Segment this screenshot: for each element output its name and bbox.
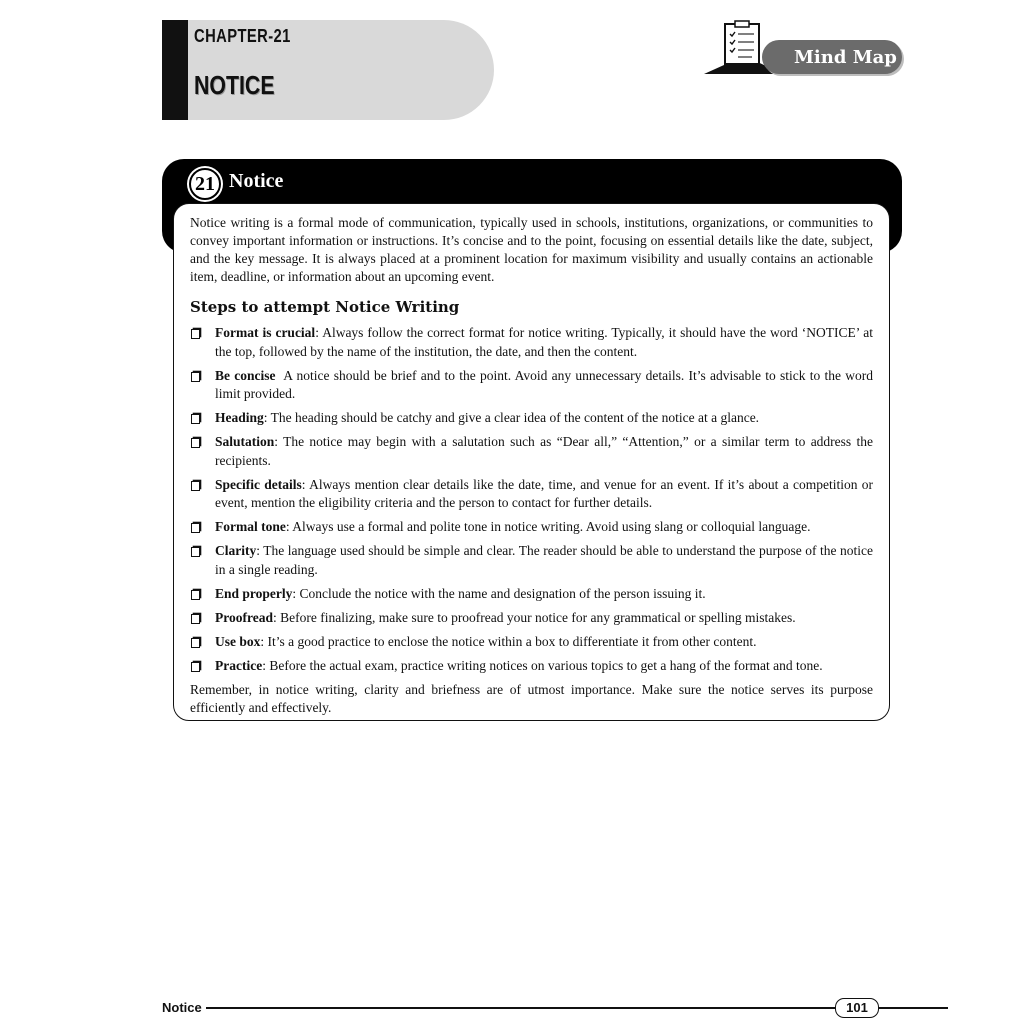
- step-text: : Always mention clear details like the date, time, and venue for an event. If it’s about a competition or event, mention the eligibility criteria and the person to contact for further details.: [215, 476, 873, 510]
- step-term: Use box: [215, 633, 261, 649]
- checkbox-bullet-icon: [191, 523, 200, 533]
- step-text: : Before finalizing, make sure to proofread your notice for any grammatical or spelling mistakes.: [273, 609, 796, 625]
- intro-paragraph: Notice writing is a formal mode of communication, typically used in schools, institutions, organizations, or communities to convey important information or instructions. It’s concise and to the point, focusing on essential details like the date, subject, and the key message. It is always placed at a prominent location for maximum visibility and usually contains an actionable item, deadline, or information about an upcoming event.: [190, 215, 873, 284]
- content-box: [173, 203, 890, 721]
- list-item: [190, 633, 873, 652]
- mind-map-badge: [704, 20, 904, 78]
- steps-heading: Steps to attempt Notice Writing: [190, 298, 460, 316]
- chapter-number: CHAPTER-21: [194, 26, 291, 46]
- step-term: Formal tone: [215, 519, 286, 534]
- step-term: Heading: [215, 410, 264, 425]
- steps-list: [190, 324, 877, 675]
- step-term: Clarity: [215, 543, 257, 558]
- step-text: : Before the actual exam, practice writing notices on various topics to get a hang of the format and tone.: [262, 657, 823, 673]
- mind-map-label: Mind Map: [794, 47, 897, 68]
- step-text: : Always use a formal and polite tone in notice writing. Avoid using slang or colloquial language.: [285, 519, 811, 534]
- section-number-badge: 21: [189, 168, 221, 200]
- list-item: [190, 585, 873, 604]
- page-number: 101: [835, 998, 879, 1018]
- checkbox-bullet-icon: [191, 438, 200, 448]
- checkbox-bullet-icon: [191, 414, 200, 424]
- list-item: [190, 433, 873, 470]
- chapter-title: NOTICE: [194, 70, 275, 100]
- checkbox-bullet-icon: [191, 481, 200, 491]
- checkbox-bullet-icon: [191, 662, 200, 672]
- step-text: : The heading should be catchy and give a clear idea of the content of the notice at a glance.: [263, 410, 760, 425]
- list-item: [190, 409, 873, 428]
- step-text: : The language used should be simple and clear. The reader should be able to understand the purpose of the notice in a single reading.: [215, 543, 873, 577]
- step-term: Specific details: [215, 476, 302, 492]
- step-term: Be concise: [215, 367, 276, 383]
- list-item: [190, 542, 873, 579]
- checkbox-bullet-icon: [191, 329, 200, 339]
- step-text: : The notice may begin with a salutation such as “Dear all,” “Attention,” or a similar term to address the recipients.: [215, 434, 873, 468]
- chapter-bar: [162, 20, 188, 120]
- step-term: Salutation: [215, 434, 275, 449]
- closing-paragraph: Remember, in notice writing, clarity and briefness are of utmost importance. Make sure the notice serves its purpose efficiently and effectively.: [190, 681, 873, 715]
- checkbox-bullet-icon: [191, 372, 200, 382]
- step-text: : Always follow the correct format for notice writing. Typically, it should have the word ‘NOTICE’ at the top, followed by the name of the institution, the date, and then the content.: [215, 325, 873, 359]
- checkbox-bullet-icon: [191, 638, 200, 648]
- list-item: [190, 657, 873, 676]
- list-item: [190, 609, 873, 628]
- step-term: Practice: [215, 657, 263, 673]
- list-item: [190, 324, 873, 361]
- list-item: [190, 518, 873, 537]
- checkbox-bullet-icon: [191, 547, 200, 557]
- step-text: A notice should be brief and to the point. Avoid any unnecessary details. It’s advisable to stick to the word limit provided.: [215, 367, 877, 401]
- checkbox-bullet-icon: [191, 614, 200, 624]
- section-title: Notice: [229, 170, 284, 192]
- clipboard-checklist-icon: [722, 20, 762, 66]
- step-term: Format is crucial: [215, 325, 316, 340]
- list-item: [190, 476, 873, 513]
- list-item: [190, 367, 877, 404]
- footer-chapter-label: Notice: [162, 1000, 202, 1015]
- step-term: Proofread: [215, 609, 273, 625]
- step-text: : Conclude the notice with the name and designation of the person issuing it.: [292, 585, 706, 601]
- step-term: End properly: [215, 585, 293, 601]
- step-text: : It’s a good practice to enclose the notice within a box to differentiate it from other content.: [260, 633, 757, 649]
- checkbox-bullet-icon: [191, 590, 200, 600]
